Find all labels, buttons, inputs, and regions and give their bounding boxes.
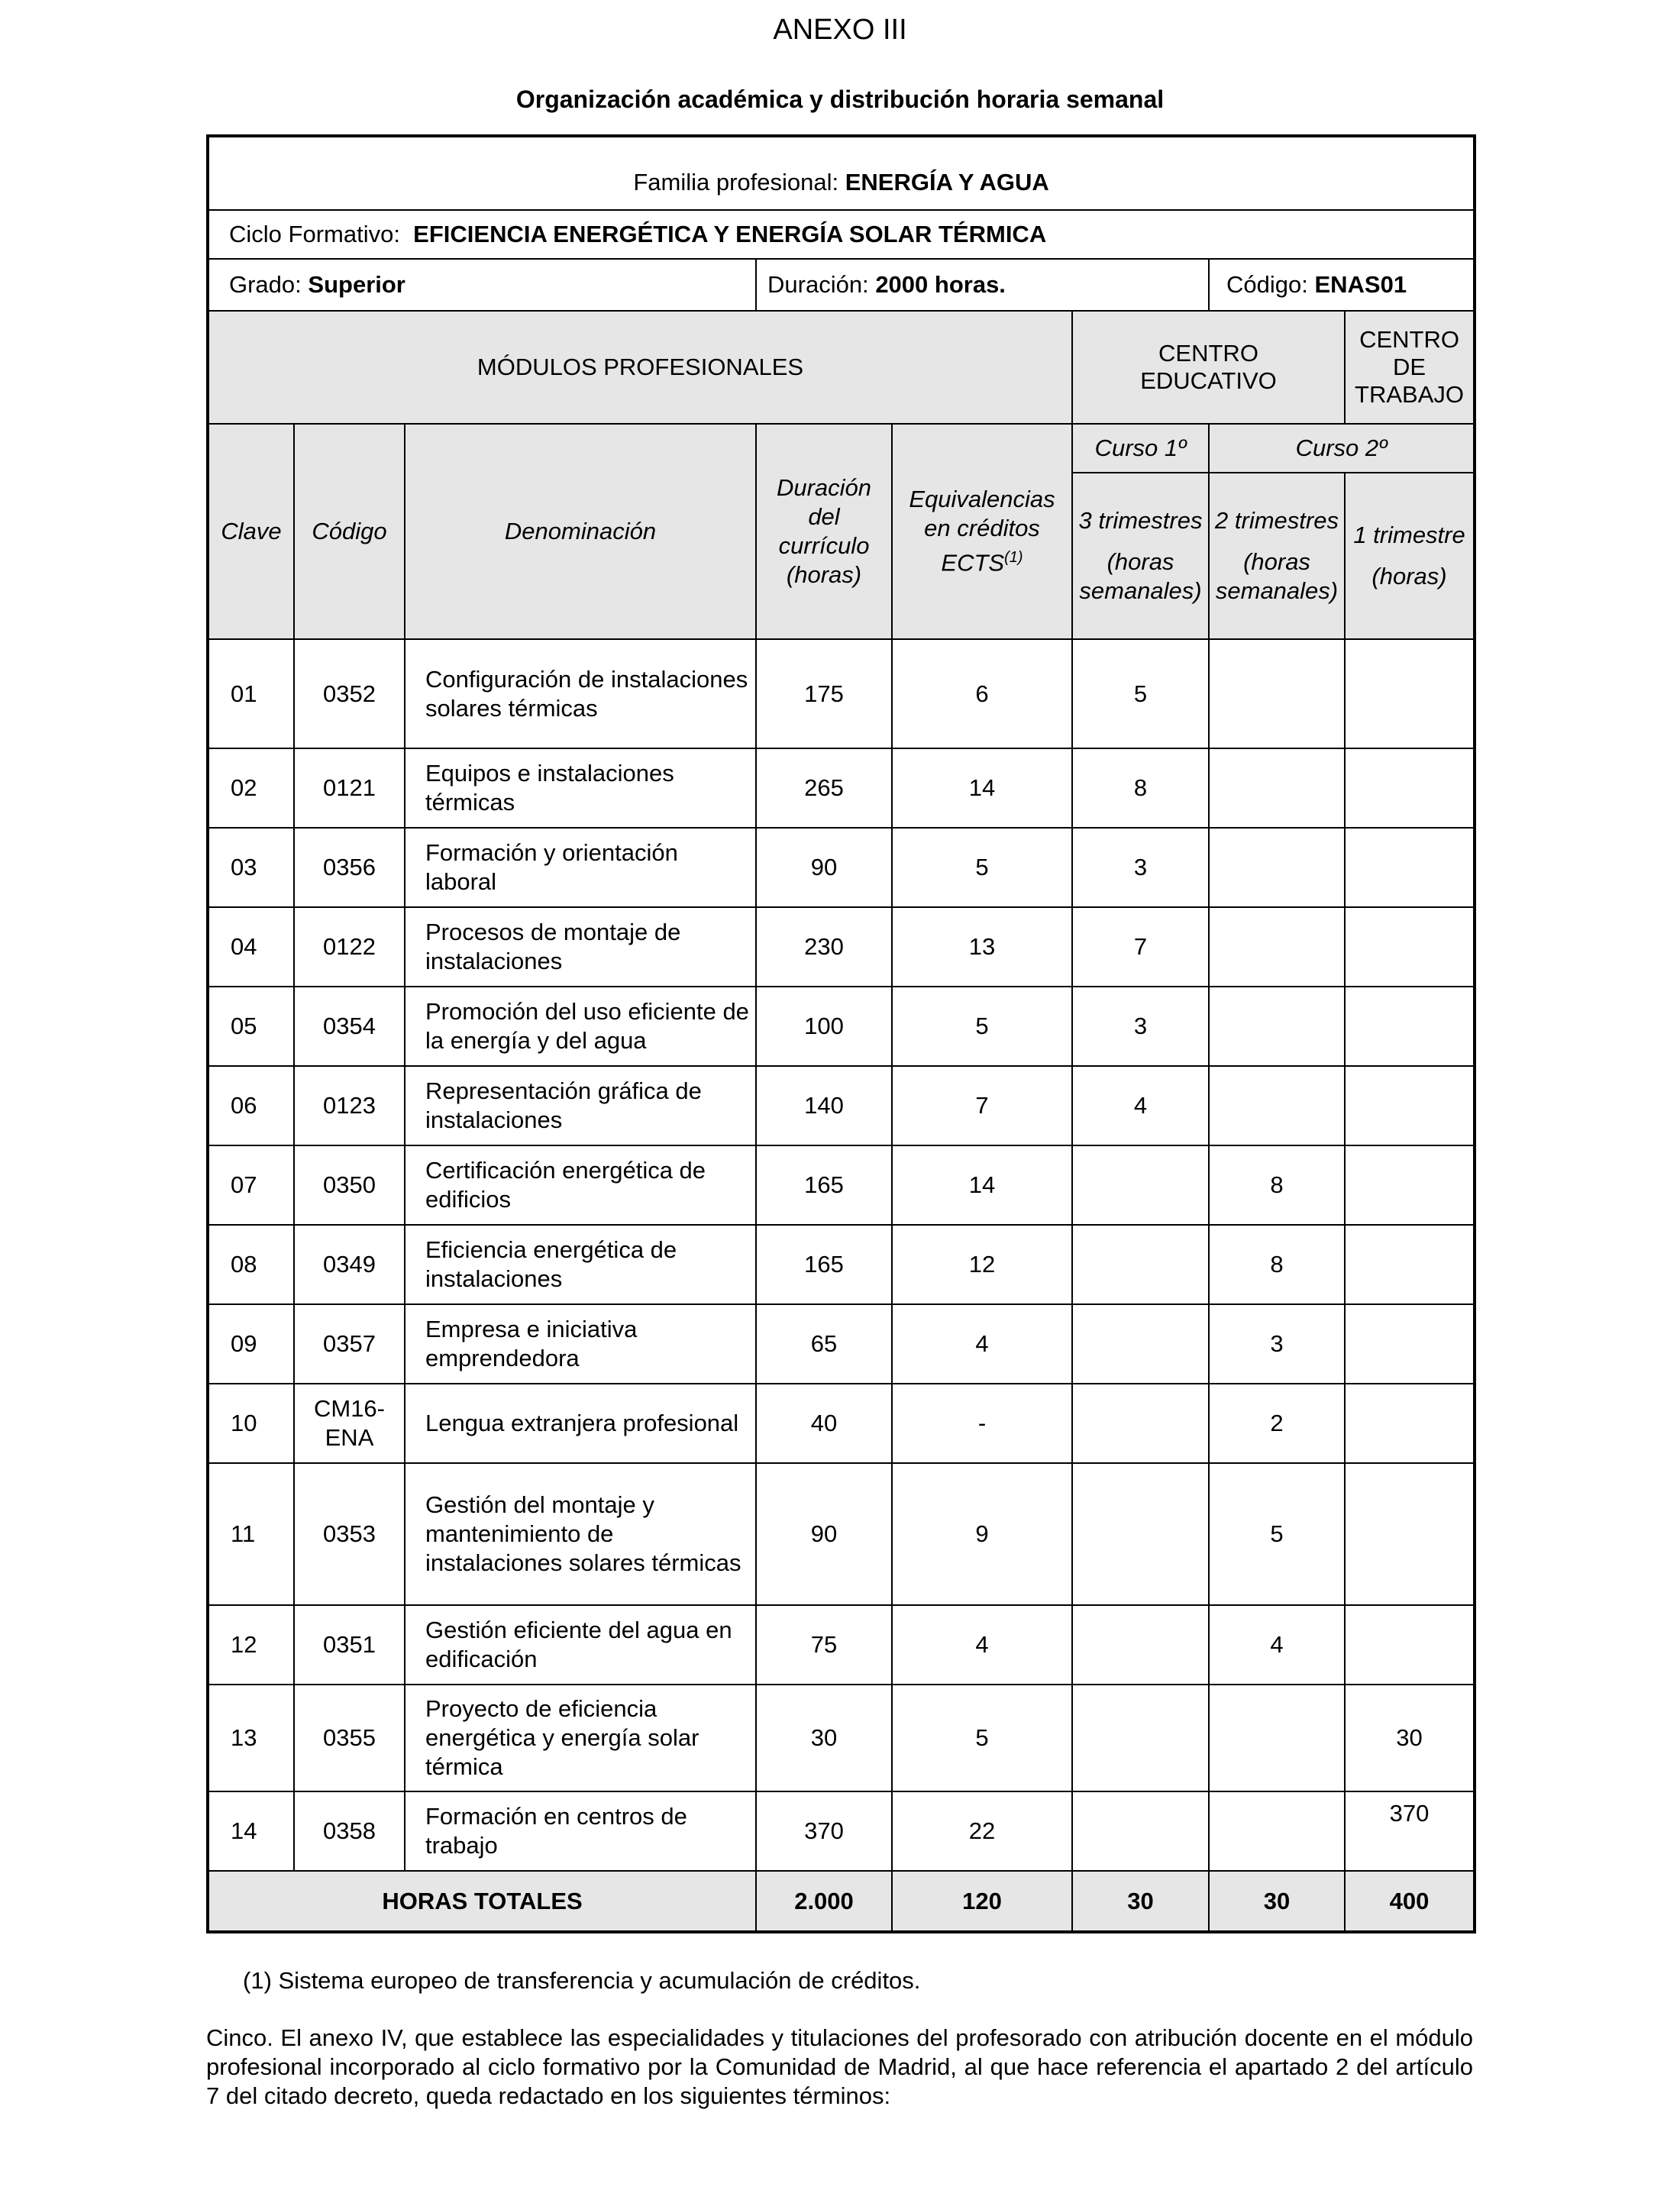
- curso1-cell: [1072, 1304, 1209, 1384]
- table-row: [208, 748, 1475, 828]
- trabajo-cell: [1345, 1605, 1475, 1685]
- modulos-header: MÓDULOS PROFESIONALES: [208, 311, 1072, 424]
- ects-cell: 22: [892, 1791, 1072, 1871]
- ects-cell: 14: [892, 748, 1072, 828]
- curso2-cell: 5: [1209, 1463, 1345, 1605]
- ects-cell: -: [892, 1384, 1072, 1463]
- footnote: (1) Sistema europeo de transferencia y acumulación de créditos.: [243, 1967, 921, 1994]
- familia-label: Familia profesional:: [633, 169, 839, 195]
- curso2-cell: [1209, 828, 1345, 907]
- denominacion-cell: Gestión eficiente del agua en edificación: [405, 1605, 756, 1685]
- duracion-cell: 90: [756, 1463, 892, 1605]
- denominacion-cell: Formación y orientación laboral: [405, 828, 756, 907]
- table-row: [208, 1791, 1475, 1871]
- duracion-cell: 40: [756, 1384, 892, 1463]
- ects-cell: 5: [892, 1685, 1072, 1791]
- ects-cell: 12: [892, 1225, 1072, 1304]
- curso1-cell: [1072, 1791, 1209, 1871]
- duracion-cell: 175: [756, 639, 892, 748]
- table-row: [208, 987, 1475, 1066]
- curso1-cell: [1072, 1463, 1209, 1605]
- ects-cell: 4: [892, 1605, 1072, 1685]
- clave-cell: 01: [208, 639, 294, 748]
- curso2-cell: 3: [1209, 1304, 1345, 1384]
- codigo-cell: 0353: [294, 1463, 405, 1605]
- duracion-cell: 265: [756, 748, 892, 828]
- trabajo-cell: [1345, 1304, 1475, 1384]
- ects-cell: 4: [892, 1304, 1072, 1384]
- familia-value: ENERGÍA Y AGUA: [845, 169, 1049, 195]
- duracion-cell: 370: [756, 1791, 892, 1871]
- codigo-cell: 0350: [294, 1145, 405, 1225]
- totals-ects: 120: [892, 1871, 1072, 1932]
- denominacion-cell: Representación gráfica de instalaciones: [405, 1066, 756, 1145]
- ects-cell: 13: [892, 907, 1072, 987]
- codigo-cell: 0358: [294, 1791, 405, 1871]
- ects-cell: 7: [892, 1066, 1072, 1145]
- tri2-header: [1209, 473, 1345, 639]
- denominacion-cell: Configuración de instalaciones solares térmicas: [405, 639, 756, 748]
- trabajo-cell: 370: [1345, 1791, 1475, 1871]
- grado-row: [208, 259, 1475, 311]
- denominacion-cell: Formación en centros de trabajo: [405, 1791, 756, 1871]
- clave-cell: 06: [208, 1066, 294, 1145]
- tri2-sub: (horas semanales): [1215, 548, 1339, 604]
- curso2-cell: [1209, 1685, 1345, 1791]
- codigo-cell: 0121: [294, 748, 405, 828]
- ects-cell: 5: [892, 987, 1072, 1066]
- trabajo-cell: 30: [1345, 1685, 1475, 1791]
- curso1-cell: [1072, 1605, 1209, 1685]
- trabajo-cell: [1345, 748, 1475, 828]
- totals-label: HORAS TOTALES: [208, 1871, 756, 1932]
- duracion-cell: 100: [756, 987, 892, 1066]
- totals-row: [208, 1871, 1475, 1932]
- table-row: [208, 828, 1475, 907]
- grado-label: Grado:: [229, 271, 302, 298]
- denominacion-cell: Empresa e iniciativa emprendedora: [405, 1304, 756, 1384]
- totals-curso2: 30: [1209, 1871, 1345, 1932]
- curso1-cell: [1072, 1225, 1209, 1304]
- ciclo-label: Ciclo Formativo:: [229, 221, 400, 247]
- curso2-cell: 8: [1209, 1145, 1345, 1225]
- duracion-cell: 165: [756, 1225, 892, 1304]
- curso1-cell: 3: [1072, 828, 1209, 907]
- ciclo-row: [208, 210, 1475, 259]
- equivalencias-text: Equivalencias en créditos ECTS: [909, 486, 1055, 577]
- codigo-cell: 0356: [294, 828, 405, 907]
- duracion-value: 2000 horas.: [875, 271, 1006, 298]
- curso2-cell: [1209, 907, 1345, 987]
- clave-cell: 13: [208, 1685, 294, 1791]
- tri3-sub: (horas semanales): [1079, 548, 1202, 604]
- curso2-cell: 8: [1209, 1225, 1345, 1304]
- denominacion-cell: Proyecto de eficiencia energética y energía solar térmica: [405, 1685, 756, 1791]
- table-row: [208, 1225, 1475, 1304]
- clave-cell: 02: [208, 748, 294, 828]
- duracion-cell: 65: [756, 1304, 892, 1384]
- curso2-cell: [1209, 987, 1345, 1066]
- codigo-value: ENAS01: [1314, 271, 1407, 298]
- codigo-cell: 0123: [294, 1066, 405, 1145]
- curso1-header: Curso 1º: [1072, 424, 1209, 473]
- denominacion-cell: Equipos e instalaciones térmicas: [405, 748, 756, 828]
- table-row: [208, 639, 1475, 748]
- trabajo-cell: [1345, 987, 1475, 1066]
- curso1-cell: [1072, 1685, 1209, 1791]
- table-row: [208, 1384, 1475, 1463]
- table-row: [208, 907, 1475, 987]
- tri2-label: 2 trimestres: [1215, 507, 1339, 534]
- totals-trabajo: 400: [1345, 1871, 1475, 1932]
- curso1-cell: 8: [1072, 748, 1209, 828]
- centro-trabajo-header: CENTRO DE TRABAJO: [1345, 311, 1475, 424]
- table-row: [208, 1463, 1475, 1605]
- denominacion-cell: Lengua extranjera profesional: [405, 1384, 756, 1463]
- curso1-cell: [1072, 1384, 1209, 1463]
- curso1-cell: 3: [1072, 987, 1209, 1066]
- denominacion-header: Denominación: [405, 424, 756, 639]
- clave-cell: 10: [208, 1384, 294, 1463]
- trabajo-cell: [1345, 907, 1475, 987]
- codigo-cell: 0351: [294, 1605, 405, 1685]
- trabajo-cell: [1345, 1384, 1475, 1463]
- codigo-cell: 0355: [294, 1685, 405, 1791]
- tri1-sub: (horas): [1371, 563, 1447, 590]
- clave-header: Clave: [208, 424, 294, 639]
- body-paragraph: Cinco. El anexo IV, que establece las especialidades y titulaciones del profesorado con atribución docente en el módulo profesional incorporado al ciclo formativo por la Comunidad de Madrid, al que hace referencia el apartado 2 del artículo 7 del citado decreto, queda redactado en los siguientes términos:: [206, 2024, 1473, 2109]
- centro-educativo-header: CENTRO EDUCATIVO: [1072, 311, 1345, 424]
- trabajo-cell: [1345, 1066, 1475, 1145]
- ects-cell: 14: [892, 1145, 1072, 1225]
- trabajo-cell: [1345, 1463, 1475, 1605]
- table-row: [208, 1605, 1475, 1685]
- duracion-cell: 165: [756, 1145, 892, 1225]
- curso2-cell: [1209, 1791, 1345, 1871]
- curso1-cell: 7: [1072, 907, 1209, 987]
- duracion-header: Duración del currículo (horas): [756, 424, 892, 639]
- trabajo-cell: [1345, 639, 1475, 748]
- clave-cell: 07: [208, 1145, 294, 1225]
- denominacion-cell: Certificación energética de edificios: [405, 1145, 756, 1225]
- clave-cell: 04: [208, 907, 294, 987]
- codigo-cell: CM16-ENA: [294, 1384, 405, 1463]
- curso2-cell: [1209, 1066, 1345, 1145]
- duracion-cell: 90: [756, 828, 892, 907]
- footnote-ref: (1): [1004, 549, 1023, 567]
- familia-row: [208, 136, 1475, 210]
- clave-cell: 14: [208, 1791, 294, 1871]
- clave-cell: 12: [208, 1605, 294, 1685]
- tri1-label: 1 trimestre: [1353, 522, 1465, 548]
- denominacion-cell: Eficiencia energética de instalaciones: [405, 1225, 756, 1304]
- totals-duracion: 2.000: [756, 1871, 892, 1932]
- clave-cell: 03: [208, 828, 294, 907]
- denominacion-cell: Procesos de montaje de instalaciones: [405, 907, 756, 987]
- codigo-cell: 0122: [294, 907, 405, 987]
- duracion-cell: 75: [756, 1605, 892, 1685]
- trabajo-cell: [1345, 828, 1475, 907]
- grado-value: Superior: [308, 271, 405, 298]
- table-row: [208, 1145, 1475, 1225]
- denominacion-cell: Gestión del montaje y mantenimiento de instalaciones solares térmicas: [405, 1463, 756, 1605]
- codigo-cell: 0354: [294, 987, 405, 1066]
- totals-curso1: 30: [1072, 1871, 1209, 1932]
- table-row: [208, 1685, 1475, 1791]
- table-row: [208, 1066, 1475, 1145]
- tri3-header: [1072, 473, 1209, 639]
- denominacion-cell: Promoción del uso eficiente de la energía y del agua: [405, 987, 756, 1066]
- curso2-cell: [1209, 639, 1345, 748]
- equivalencias-header: [892, 424, 1072, 639]
- curso2-header: Curso 2º: [1209, 424, 1475, 473]
- codigo-cell: 0349: [294, 1225, 405, 1304]
- duracion-cell: 230: [756, 907, 892, 987]
- curso1-cell: [1072, 1145, 1209, 1225]
- duracion-cell: 30: [756, 1685, 892, 1791]
- section-header-row: [208, 311, 1475, 424]
- page-subheading: Organización académica y distribución horaria semanal: [515, 86, 1165, 113]
- curso1-cell: 4: [1072, 1066, 1209, 1145]
- codigo-label: Código:: [1226, 271, 1308, 298]
- modules-table: [206, 134, 1476, 1933]
- trabajo-cell: [1345, 1225, 1475, 1304]
- clave-cell: 09: [208, 1304, 294, 1384]
- ciclo-value: EFICIENCIA ENERGÉTICA Y ENERGÍA SOLAR TÉRMICA: [413, 221, 1047, 247]
- codigo-cell: 0352: [294, 639, 405, 748]
- curso1-cell: 5: [1072, 639, 1209, 748]
- ects-cell: 6: [892, 639, 1072, 748]
- page-heading: ANEXO III: [773, 14, 907, 46]
- clave-cell: 05: [208, 987, 294, 1066]
- curso2-cell: 4: [1209, 1605, 1345, 1685]
- curso-row: [208, 424, 1475, 473]
- curso2-cell: [1209, 748, 1345, 828]
- tri1-header: [1345, 473, 1475, 639]
- duracion-label: Duración:: [767, 271, 869, 298]
- trabajo-cell: [1345, 1145, 1475, 1225]
- module-rows: [208, 639, 1475, 1871]
- codigo-header: Código: [294, 424, 405, 639]
- table-row: [208, 1304, 1475, 1384]
- curso2-cell: 2: [1209, 1384, 1345, 1463]
- codigo-cell: 0357: [294, 1304, 405, 1384]
- duracion-cell: 140: [756, 1066, 892, 1145]
- ects-cell: 5: [892, 828, 1072, 907]
- ects-cell: 9: [892, 1463, 1072, 1605]
- clave-cell: 11: [208, 1463, 294, 1605]
- clave-cell: 08: [208, 1225, 294, 1304]
- tri3-label: 3 trimestres: [1078, 507, 1203, 534]
